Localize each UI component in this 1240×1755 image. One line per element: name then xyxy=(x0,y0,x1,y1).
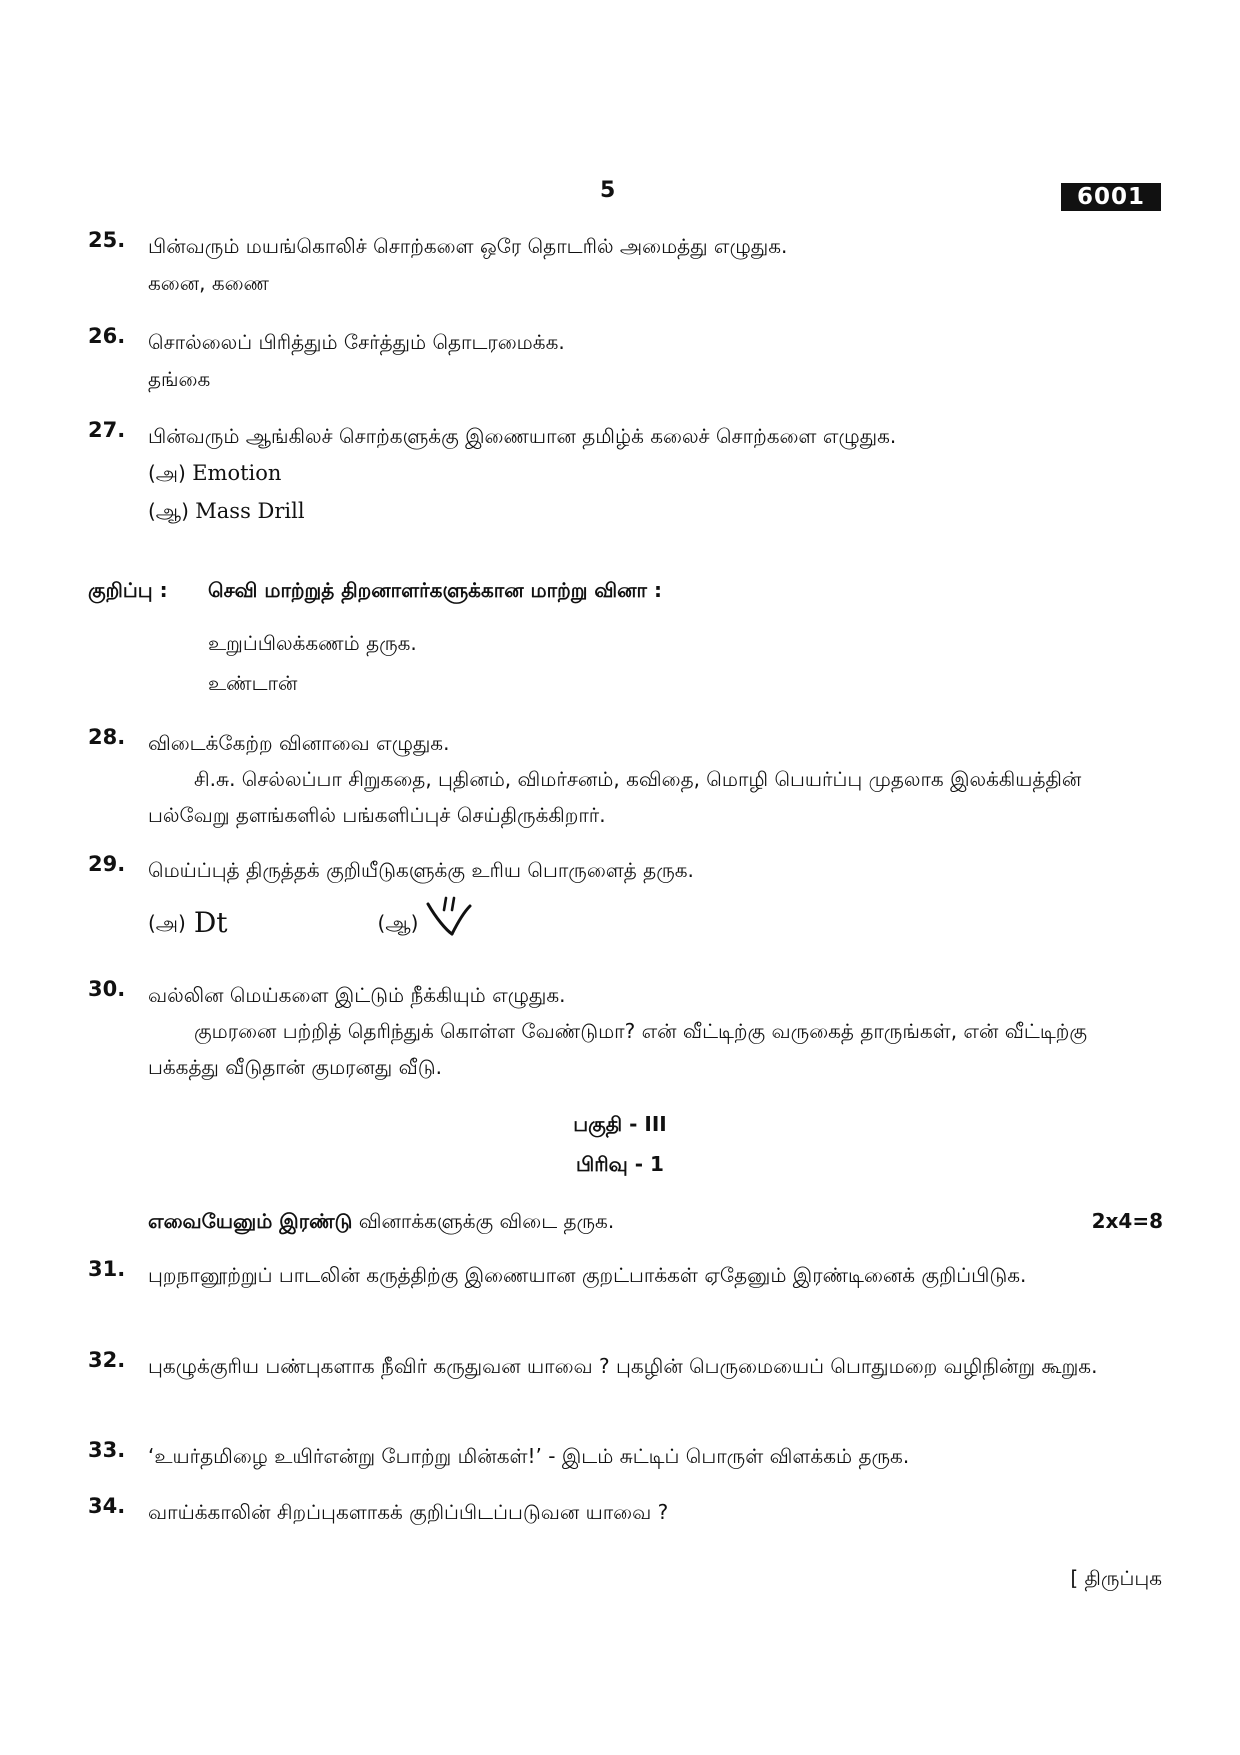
note-line-2: உண்டான் xyxy=(208,671,298,695)
question-33 xyxy=(88,1438,1163,1474)
option-a-label: (அ) xyxy=(148,911,186,935)
section-division-heading: பிரிவு - 1 xyxy=(576,1152,664,1176)
turn-over-note: [ திருப்புக xyxy=(1070,1566,1162,1590)
question-text: சொல்லைப் பிரித்தும் சேர்த்தும் தொடரமைக்க. xyxy=(148,330,565,354)
question-passage: குமரனை பற்றித் தெரிந்துக் கொள்ள வேண்டுமா? என் வீட்டிற்கு வருகைத் தாருங்கள், என் வீட்டிற்கு பக்கத்து வீடுதான் குமரனது வீடு. xyxy=(148,1019,1088,1079)
question-27 xyxy=(88,418,1163,530)
option-a-symbol: Dt xyxy=(193,906,228,939)
question-text: மெய்ப்புத் திருத்தக் குறியீடுகளுக்கு உரிய பொருளைத் தருக. xyxy=(148,858,694,882)
note-block xyxy=(88,578,1163,703)
option-b-label: (ஆ) xyxy=(148,499,189,523)
question-29 xyxy=(88,852,1163,952)
section-part-heading: பகுதி - III xyxy=(573,1112,667,1136)
option-a xyxy=(148,454,1163,492)
question-25 xyxy=(88,228,1163,302)
option-a-text: Emotion xyxy=(192,461,282,485)
question-number: 34. xyxy=(88,1494,126,1518)
question-number: 27. xyxy=(88,418,126,442)
question-28 xyxy=(88,725,1163,833)
question-text: புறநானூற்றுப் பாடலின் கருத்திற்கு இணையான குறட்பாக்கள் ஏதேனும் இரண்டினைக் குறிப்பிடுக. xyxy=(148,1263,1027,1287)
question-number: 25. xyxy=(88,228,126,252)
question-number: 29. xyxy=(88,852,126,876)
question-text: பின்வரும் ஆங்கிலச் சொற்களுக்கு இணையான தமிழ்க் கலைச் சொற்களை எழுதுக. xyxy=(148,424,897,448)
question-26 xyxy=(88,324,1163,398)
option-b-label: (ஆ) xyxy=(377,911,419,935)
question-text: பின்வரும் மயங்கொலிச் சொற்களை ஒரே தொடரில் அமைத்து எழுதுக. xyxy=(148,234,788,258)
question-30 xyxy=(88,977,1163,1085)
question-words: கனை, கணை xyxy=(148,271,269,295)
question-31 xyxy=(88,1257,1163,1293)
option-b xyxy=(148,492,1163,530)
note-heading: செவி மாற்றுத் திறனாளர்களுக்கான மாற்று வினா : xyxy=(208,578,662,602)
quote-insert-mark-icon xyxy=(424,894,474,952)
question-text: புகழுக்குரிய பண்புகளாக நீவிர் கருதுவன யாவை ? புகழின் பெருமையைப் பொதுமறை வழிநின்று கூறுக. xyxy=(148,1354,1098,1378)
question-text: வாய்க்காலின் சிறப்புகளாகக் குறிப்பிடப்படுவன யாவை ? xyxy=(148,1500,669,1524)
paper-code-badge: 6001 xyxy=(1061,183,1161,211)
proof-marks xyxy=(148,894,1163,952)
marks-scheme: 2x4=8 xyxy=(1091,1209,1163,1233)
note-line-1: உறுப்பிலக்கணம் தருக. xyxy=(208,631,417,655)
instruction-line xyxy=(148,1209,1163,1236)
question-number: 32. xyxy=(88,1348,126,1372)
option-b-text: Mass Drill xyxy=(195,499,305,523)
question-number: 33. xyxy=(88,1438,126,1462)
question-number: 31. xyxy=(88,1257,126,1281)
option-b xyxy=(378,894,475,952)
question-number: 26. xyxy=(88,324,126,348)
instruction-bold: எவையேனும் இரண்டு xyxy=(148,1209,353,1233)
question-passage: சி.சு. செல்லப்பா சிறுகதை, புதினம், விமர்சனம், கவிதை, மொழி பெயர்ப்பு முதலாக இலக்கியத்தின் பல்வேறு தளங்களில் பங்களிப்புச் செய்திருக்கிறார். xyxy=(148,767,1082,827)
option-a xyxy=(148,904,228,942)
question-number: 30. xyxy=(88,977,126,1001)
note-label: குறிப்பு : xyxy=(88,578,168,602)
question-text: வல்லின மெய்களை இட்டும் நீக்கியும் எழுதுக. xyxy=(148,983,566,1007)
question-32 xyxy=(88,1348,1163,1384)
question-number: 28. xyxy=(88,725,126,749)
instruction-text: வினாக்களுக்கு விடை தருக. xyxy=(352,1209,615,1233)
option-a-label: (அ) xyxy=(148,461,186,485)
question-text: விடைக்கேற்ற வினாவை எழுதுக. xyxy=(148,731,450,755)
question-34 xyxy=(88,1494,1163,1530)
question-word: தங்கை xyxy=(148,367,211,391)
question-text: ‘உயர்தமிழை உயிர்என்று போற்று மின்கள்!’ - இடம் சுட்டிப் பொருள் விளக்கம் தருக. xyxy=(148,1444,910,1468)
page-number: 5 xyxy=(600,178,616,203)
